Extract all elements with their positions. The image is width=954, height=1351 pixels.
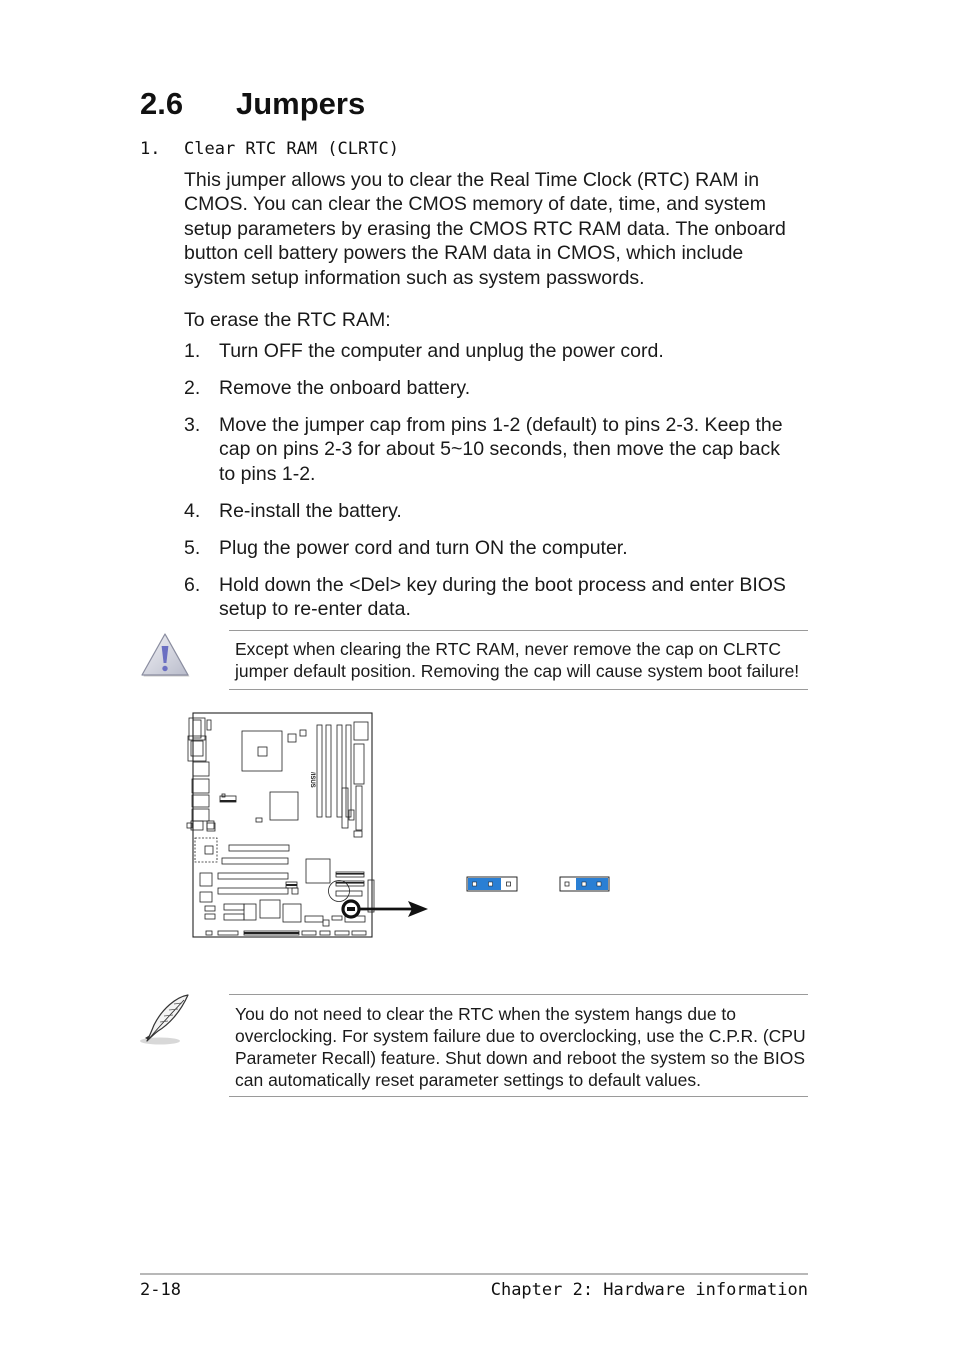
chapter-title: Chapter 2: Hardware information — [490, 1280, 808, 1300]
step-number: 3. — [184, 414, 201, 436]
step-item — [184, 413, 814, 486]
warning-line: Except when clearing the RTC RAM, never remove the cap on CLRTC — [235, 639, 781, 659]
step-list — [184, 339, 814, 634]
step-number: 4. — [184, 499, 201, 522]
description-paragraph — [184, 168, 814, 290]
motherboard-layout-diagram — [180, 706, 630, 946]
step-item — [184, 573, 814, 622]
step-text: setup to re-enter data. — [219, 598, 411, 621]
step-number: 5. — [184, 536, 201, 559]
section-number: 2.6 — [140, 86, 184, 121]
step-number: 1. — [184, 340, 201, 362]
step-text: Re-install the battery. — [219, 499, 402, 522]
description-line: button cell battery powers the RAM data in CMOS, which include — [184, 242, 744, 265]
subsection-title: Clear RTC RAM (CLRTC) — [184, 139, 399, 159]
step-item — [184, 339, 814, 363]
step-text: Move the jumper cap from pins 1-2 (default) to pins 2-3. Keep the — [219, 414, 783, 436]
step-item — [184, 499, 814, 523]
note-line: You do not need to clear the RTC when the system hangs due to — [235, 1004, 737, 1024]
procedure-intro: To erase the RTC RAM: — [184, 309, 391, 331]
step-number: 2. — [184, 377, 201, 399]
step-text: Plug the power cord and turn ON the computer. — [219, 536, 628, 559]
step-item — [184, 536, 814, 560]
subsection-number: 1. — [140, 139, 161, 159]
jumper-clear-illustration — [560, 877, 609, 891]
step-text: Turn OFF the computer and unplug the power cord. — [219, 340, 664, 362]
warning-triangle-icon — [139, 630, 191, 678]
feather-pen-icon — [138, 991, 194, 1047]
section-heading — [140, 86, 365, 122]
step-number: 6. — [184, 573, 201, 596]
description-line: system setup information such as system passwords. — [184, 266, 645, 289]
step-text: Remove the onboard battery. — [219, 377, 471, 399]
note-line: Parameter Recall) feature. Shut down and reboot the system so the BIOS — [235, 1048, 806, 1068]
note-line: overclocking. For system failure due to overclocking, use the C.P.R. (CPU — [235, 1026, 806, 1046]
warning-line: jumper default position. Removing the cap will cause system boot failure! — [235, 661, 800, 681]
warning-callout — [229, 630, 808, 690]
section-title: Jumpers — [236, 86, 366, 121]
note-callout — [229, 994, 808, 1097]
footer-divider — [140, 1273, 808, 1275]
jumper-normal-illustration — [467, 877, 517, 891]
step-text: Hold down the <Del> key during the boot process and enter BIOS — [219, 573, 786, 596]
description-line: This jumper allows you to clear the Real Time Clock (RTC) RAM in — [184, 169, 760, 191]
description-line: setup parameters by erasing the CMOS RTC RAM data. The onboard — [184, 217, 786, 240]
page-number: 2-18 — [140, 1280, 181, 1300]
subsection-heading — [140, 139, 399, 159]
board-logo: /ISUS — [309, 772, 315, 788]
step-text: to pins 1-2. — [219, 462, 316, 485]
step-item — [184, 376, 814, 400]
description-line: CMOS. You can clear the CMOS memory of date, time, and system — [184, 193, 766, 216]
step-text: cap on pins 2-3 for about 5~10 seconds, then move the cap back — [219, 438, 780, 461]
note-line: can automatically reset parameter settings to default values. — [235, 1070, 701, 1090]
